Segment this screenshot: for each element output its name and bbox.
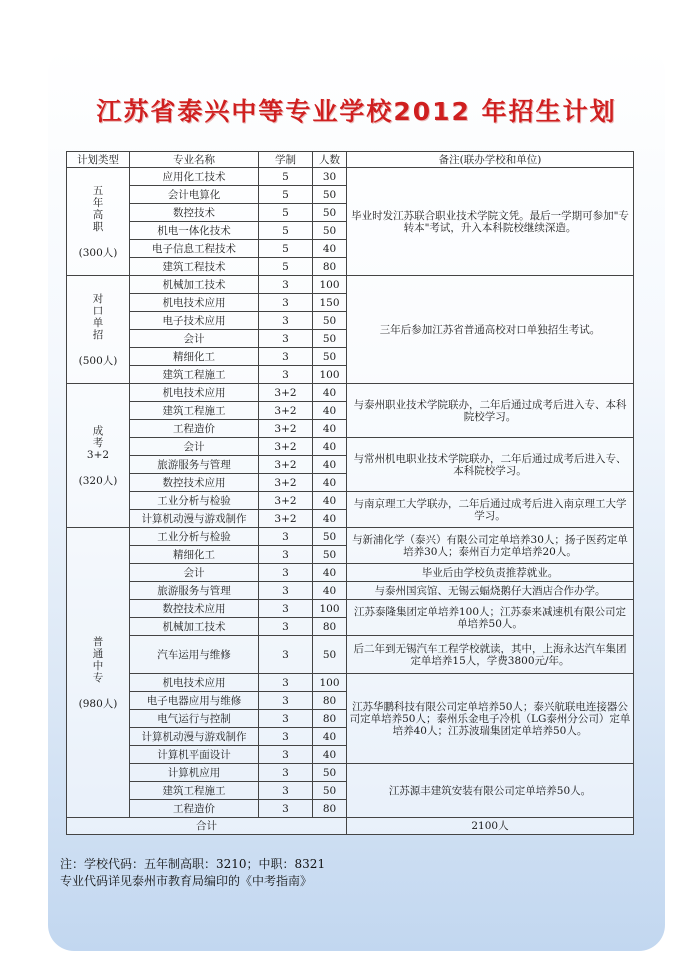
major-name-cell: 数控技术: [130, 204, 259, 222]
count-cell: 50: [313, 528, 347, 546]
table-row: [67, 674, 634, 692]
system-cell: 3: [259, 728, 313, 746]
count-cell: 100: [313, 366, 347, 384]
table-row: [67, 528, 634, 546]
category-total: (980人): [78, 697, 118, 710]
category-cell: [67, 384, 130, 528]
category-cell: [67, 276, 130, 384]
count-cell: 40: [313, 746, 347, 764]
system-cell: 3+2: [259, 420, 313, 438]
category-total: (320人): [78, 474, 118, 487]
count-cell: 80: [313, 258, 347, 276]
notes-cell: 与泰州职业技术学院联办，二年后通过成考后进入专、本科院校学习。: [347, 384, 634, 438]
system-cell: 5: [259, 240, 313, 258]
category-char: 专: [92, 671, 104, 684]
category-char: 高: [92, 208, 104, 221]
table-row: [67, 636, 634, 674]
table-row: [67, 564, 634, 582]
notes-cell: 江苏泰隆集团定单培养100人；江苏泰来减速机有限公司定单培养50人。: [347, 600, 634, 636]
table-row: [67, 438, 634, 456]
header-count: 人数: [313, 152, 347, 168]
system-cell: 3: [259, 276, 313, 294]
category-char: 年: [92, 196, 104, 209]
category-char: 中: [92, 659, 104, 672]
count-cell: 50: [313, 204, 347, 222]
notes-cell: 与泰州国宾馆、无锡云蝠烧鹅仔大酒店合作办学。: [347, 582, 634, 600]
system-cell: 3: [259, 528, 313, 546]
notes-cell: 毕业时发江苏联合职业技术学院文凭。最后一学期可参加"专转本"考试，升入本科院校继续深造。: [347, 168, 634, 276]
major-name-cell: 建筑工程施工: [130, 366, 259, 384]
system-cell: 3+2: [259, 438, 313, 456]
system-cell: 3+2: [259, 456, 313, 474]
count-cell: 40: [313, 582, 347, 600]
count-cell: 40: [313, 420, 347, 438]
count-cell: 40: [313, 402, 347, 420]
category-name: [69, 425, 127, 461]
system-cell: 5: [259, 186, 313, 204]
major-name-cell: 数控技术应用: [130, 600, 259, 618]
major-name-cell: 计算机动漫与游戏制作: [130, 728, 259, 746]
category-cell: [67, 168, 130, 276]
major-name-cell: 会计: [130, 564, 259, 582]
notes-cell: 江苏华鹏科技有限公司定单培养50人；泰兴航联电连接器公司定单培养50人；泰州乐金电子冷机（LG泰州分公司）定单培养40人；江苏波瑞集团定单培养50人。: [347, 674, 634, 764]
system-cell: 3+2: [259, 492, 313, 510]
count-cell: 50: [313, 312, 347, 330]
category-char: 职: [92, 220, 104, 233]
notes-cell: 与新浦化学（泰兴）有限公司定单培养30人；扬子医药定单培养30人；泰州百力定单培养20人。: [347, 528, 634, 564]
system-cell: 3: [259, 692, 313, 710]
count-cell: 50: [313, 546, 347, 564]
count-cell: 40: [313, 474, 347, 492]
major-name-cell: 机电技术应用: [130, 294, 259, 312]
major-name-cell: 机电技术应用: [130, 384, 259, 402]
category-char: 3+2: [86, 448, 110, 461]
category-name: [69, 185, 127, 233]
category-char: 普: [92, 635, 104, 648]
system-cell: 3: [259, 546, 313, 564]
count-cell: 40: [313, 564, 347, 582]
major-name-cell: 计算机平面设计: [130, 746, 259, 764]
major-name-cell: 计算机应用: [130, 764, 259, 782]
system-cell: 3: [259, 800, 313, 818]
count-cell: 40: [313, 456, 347, 474]
notes-cell: 江苏源丰建筑安装有限公司定单培养50人。: [347, 764, 634, 818]
category-cell: [67, 528, 130, 818]
major-name-cell: 旅游服务与管理: [130, 456, 259, 474]
footer-major-code-ref: 专业代码详见泰州市教育局编印的《中考指南》: [60, 874, 313, 888]
category-char: 单: [92, 316, 104, 329]
footer-notes: [60, 856, 640, 890]
system-cell: 3: [259, 600, 313, 618]
count-cell: 50: [313, 348, 347, 366]
count-cell: 80: [313, 800, 347, 818]
table-row: [67, 600, 634, 618]
table-header-row: [67, 152, 634, 168]
system-cell: 3: [259, 564, 313, 582]
category-name: [69, 293, 127, 341]
major-name-cell: 会计: [130, 330, 259, 348]
count-cell: 40: [313, 438, 347, 456]
system-cell: 3+2: [259, 474, 313, 492]
major-name-cell: 应用化工技术: [130, 168, 259, 186]
header-major: 专业名称: [130, 152, 259, 168]
table-row: [67, 764, 634, 782]
total-value: 2100人: [347, 818, 634, 835]
system-cell: 3: [259, 294, 313, 312]
count-cell: 80: [313, 710, 347, 728]
system-cell: 3: [259, 674, 313, 692]
notes-cell: 毕业后由学校负责推荐就业。: [347, 564, 634, 582]
count-cell: 50: [313, 764, 347, 782]
table-row: [67, 492, 634, 510]
system-cell: 3: [259, 366, 313, 384]
header-system: 学制: [259, 152, 313, 168]
system-cell: 3+2: [259, 384, 313, 402]
count-cell: 80: [313, 618, 347, 636]
category-char: 成: [92, 424, 104, 437]
count-cell: 100: [313, 674, 347, 692]
major-name-cell: 建筑工程施工: [130, 402, 259, 420]
system-cell: 3: [259, 636, 313, 674]
category-char: 口: [92, 304, 104, 317]
count-cell: 100: [313, 600, 347, 618]
notes-cell: 与常州机电职业技术学院联办，二年后通过成考后进入专、本科院校学习。: [347, 438, 634, 492]
table-row: [67, 168, 634, 186]
count-cell: 100: [313, 276, 347, 294]
major-name-cell: 电子电器应用与维修: [130, 692, 259, 710]
major-name-cell: 会计: [130, 438, 259, 456]
major-name-cell: 旅游服务与管理: [130, 582, 259, 600]
major-name-cell: 电子技术应用: [130, 312, 259, 330]
major-name-cell: 工业分析与检验: [130, 528, 259, 546]
count-cell: 50: [313, 222, 347, 240]
footer-school-code: 注：学校代码：五年制高职：3210；中职：8321: [60, 857, 326, 871]
category-char: 考: [92, 436, 104, 449]
count-cell: 150: [313, 294, 347, 312]
table-row: [67, 276, 634, 294]
system-cell: 3: [259, 764, 313, 782]
count-cell: 80: [313, 692, 347, 710]
category-char: 通: [92, 647, 104, 660]
major-name-cell: 精细化工: [130, 546, 259, 564]
system-cell: 3+2: [259, 402, 313, 420]
category-total: (500人): [78, 354, 118, 367]
major-name-cell: 会计电算化: [130, 186, 259, 204]
total-label: 合计: [67, 818, 347, 835]
major-name-cell: 机械加工技术: [130, 618, 259, 636]
category-name: [69, 636, 127, 684]
count-cell: 50: [313, 330, 347, 348]
table-row: [67, 582, 634, 600]
major-name-cell: 工程造价: [130, 800, 259, 818]
count-cell: 40: [313, 728, 347, 746]
system-cell: 3: [259, 330, 313, 348]
count-cell: 50: [313, 636, 347, 674]
category-char: 招: [92, 328, 104, 341]
major-name-cell: 精细化工: [130, 348, 259, 366]
count-cell: 40: [313, 384, 347, 402]
major-name-cell: 电子信息工程技术: [130, 240, 259, 258]
system-cell: 3: [259, 348, 313, 366]
notes-cell: 与南京理工大学联办，二年后通过成考后进入南京理工大学学习。: [347, 492, 634, 528]
major-name-cell: 机械加工技术: [130, 276, 259, 294]
system-cell: 5: [259, 204, 313, 222]
system-cell: 3: [259, 782, 313, 800]
system-cell: 3: [259, 746, 313, 764]
major-name-cell: 数控技术应用: [130, 474, 259, 492]
notes-cell: 三年后参加江苏省普通高校对口单独招生考试。: [347, 276, 634, 384]
enrollment-plan-table: [66, 151, 634, 835]
major-name-cell: 汽车运用与维修: [130, 636, 259, 674]
system-cell: 3: [259, 582, 313, 600]
major-name-cell: 计算机动漫与游戏制作: [130, 510, 259, 528]
major-name-cell: 电气运行与控制: [130, 710, 259, 728]
count-cell: 30: [313, 168, 347, 186]
major-name-cell: 机电一体化技术: [130, 222, 259, 240]
table-row: [67, 384, 634, 402]
count-cell: 40: [313, 510, 347, 528]
system-cell: 3: [259, 618, 313, 636]
header-notes: 备注(联办学校和单位): [347, 152, 634, 168]
count-cell: 40: [313, 492, 347, 510]
major-name-cell: 工业分析与检验: [130, 492, 259, 510]
count-cell: 50: [313, 186, 347, 204]
total-row: [67, 818, 634, 835]
notes-cell: 后二年到无锡汽车工程学校就读，其中，上海永达汽车集团定单培养15人，学费3800元/年。: [347, 636, 634, 674]
system-cell: 5: [259, 222, 313, 240]
category-char: 五: [92, 184, 104, 197]
major-name-cell: 建筑工程施工: [130, 782, 259, 800]
count-cell: 50: [313, 782, 347, 800]
category-total: (300人): [78, 246, 118, 259]
system-cell: 3: [259, 710, 313, 728]
major-name-cell: 机电技术应用: [130, 674, 259, 692]
category-char: 对: [92, 292, 104, 305]
page-title: 江苏省泰兴中等专业学校2012 年招生计划: [96, 97, 617, 126]
system-cell: 5: [259, 258, 313, 276]
major-name-cell: 建筑工程技术: [130, 258, 259, 276]
major-name-cell: 工程造价: [130, 420, 259, 438]
header-category: 计划类型: [67, 152, 130, 168]
system-cell: 5: [259, 168, 313, 186]
system-cell: 3: [259, 312, 313, 330]
count-cell: 40: [313, 240, 347, 258]
system-cell: 3+2: [259, 510, 313, 528]
